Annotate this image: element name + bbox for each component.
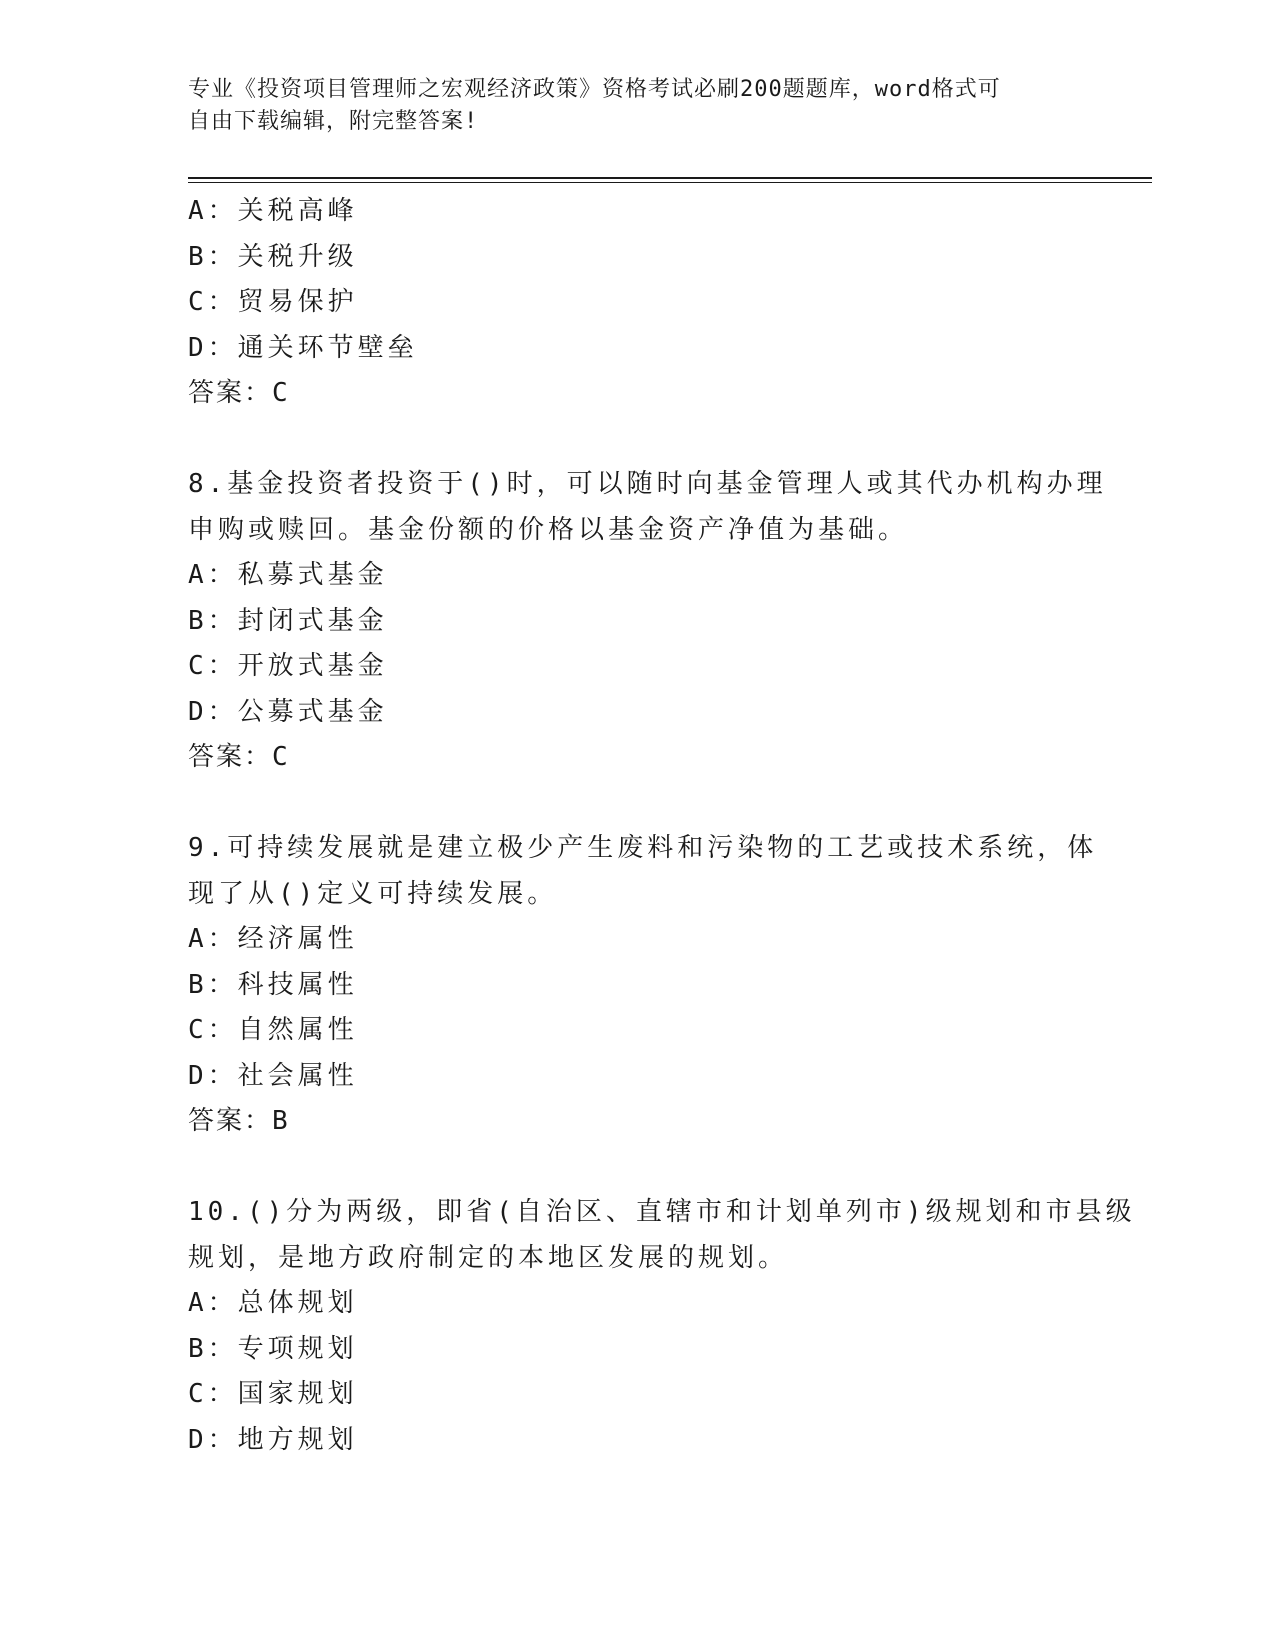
option-a: A：总体规划	[188, 1288, 358, 1318]
question-stem-line: 8.基金投资者投资于()时，可以随时向基金管理人或其代办机构办理	[188, 469, 1107, 499]
spacer	[188, 1145, 1088, 1191]
spacer	[188, 781, 1088, 827]
question-stem-line: 9.可持续发展就是建立极少产生废料和污染物的工艺或技术系统，体	[188, 833, 1098, 863]
document-header	[188, 74, 1068, 138]
option-d: D：通关环节壁垒	[188, 332, 418, 363]
option-a: A：私募式基金	[188, 560, 388, 590]
question-list	[188, 189, 1136, 1463]
question-9	[188, 826, 1098, 1145]
option-b: B：科技属性	[188, 969, 358, 1000]
option-c: C：自然属性	[188, 1015, 358, 1045]
header-divider-thick	[188, 177, 1152, 179]
option-c: C：开放式基金	[188, 651, 388, 681]
option-d: D：社会属性	[188, 1060, 358, 1091]
question-7-tail	[188, 189, 1088, 417]
question-stem-line: 10.()分为两级，即省(自治区、直辖市和计划单列市)级规划和市县级	[188, 1197, 1136, 1227]
option-c: C：国家规划	[188, 1379, 358, 1409]
header-divider-thin	[188, 182, 1152, 183]
answer-line: 答案：B	[188, 1106, 290, 1136]
header-line-1: 专业《投资项目管理师之宏观经济政策》资格考试必刷200题题库，word格式可	[188, 77, 1001, 102]
option-c: C：贸易保护	[188, 287, 358, 317]
option-b: B：专项规划	[188, 1333, 358, 1364]
option-d: D：公募式基金	[188, 696, 388, 727]
answer-line: 答案：C	[188, 378, 290, 408]
option-a: A：关税高峰	[188, 196, 358, 226]
option-b: B：封闭式基金	[188, 605, 388, 636]
question-stem-line: 规划，是地方政府制定的本地区发展的规划。	[188, 1242, 789, 1273]
answer-line: 答案：C	[188, 742, 290, 772]
option-a: A：经济属性	[188, 924, 358, 954]
spacer	[188, 417, 1088, 463]
question-8	[188, 462, 1107, 781]
option-d: D：地方规划	[188, 1424, 358, 1455]
question-stem-line: 申购或赎回。基金份额的价格以基金资产净值为基础。	[188, 514, 909, 545]
header-line-2: 自由下载编辑，附完整答案!	[188, 109, 479, 134]
question-10	[188, 1190, 1136, 1463]
option-b: B：关税升级	[188, 241, 358, 272]
question-stem-line: 现了从()定义可持续发展。	[188, 878, 558, 909]
